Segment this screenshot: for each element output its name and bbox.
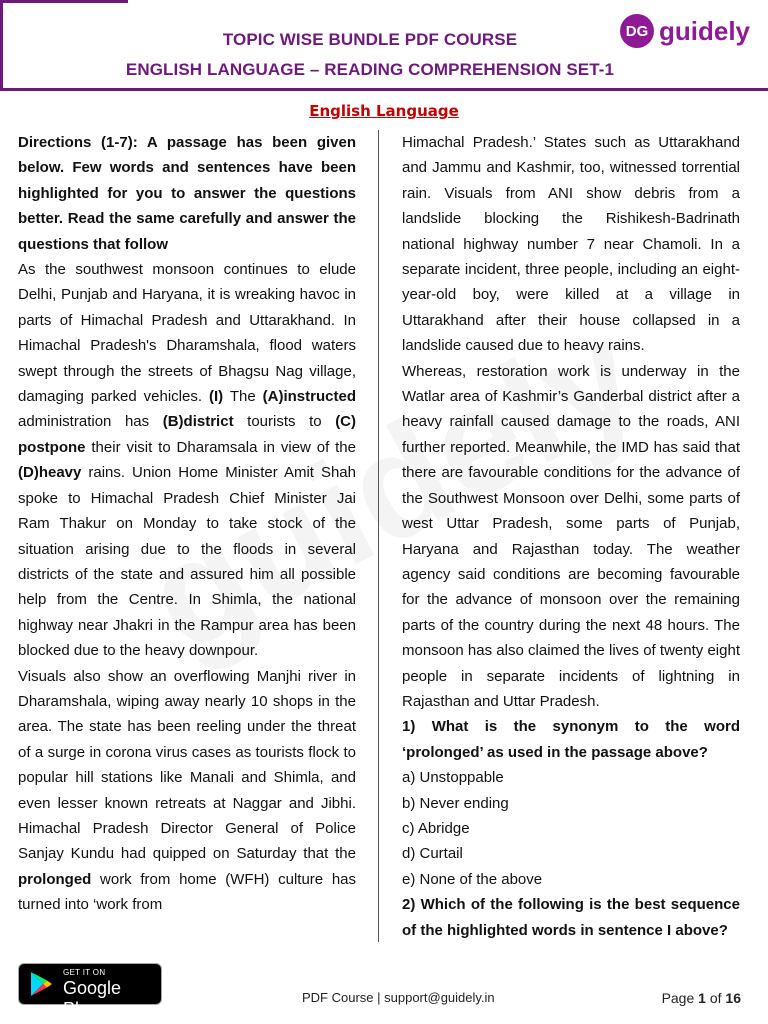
highlight-A: (A)instructed: [262, 388, 356, 406]
q1-option-a: a) Unstoppable: [402, 769, 504, 787]
page-word: Page: [661, 990, 699, 1006]
left-column: [18, 130, 356, 918]
text-run: Visuals also show an overflowing Manjhi river in Dharamshala, wiping away nearly 10 shops in the area. The state has been reeling under the threat of a surge in corona virus cases as tourists flock to popular hill stations like Manali and Shimla, and even lesser known retreats at Naggar and Jibhi. Himachal Pradesh Director General of Police Sanjay Kundu had quipped on Saturday that the: [18, 667, 356, 863]
text-run: rains. Union Home Minister Amit Shah spoke to Himachal Pradesh Chief Minister Jai Ram Thakur on Monday to take stock of the situation arising due to the floods in several districts of the state and assured him all possible help from the Centre. In Shimla, the national highway near Jhakri in the Rampur area has been blocked due to the heavy downpour.: [18, 464, 356, 660]
text-run: their visit to Dharamsala in view of the: [85, 438, 356, 456]
highlight-D: (D)heavy: [18, 464, 82, 482]
footer-course: PDF Course: [302, 990, 374, 1005]
footer-separator: |: [373, 990, 385, 1005]
passage-paragraph-1: [18, 257, 356, 664]
right-column: [402, 130, 740, 943]
logo-mark-icon: DG: [620, 14, 654, 48]
text-run: As the southwest monsoon continues to elude Delhi, Punjab and Haryana, it is wreaking havoc in parts of Himachal Pradesh and Uttarakhand. In Himachal Pradesh's Dharamshala, flood waters swept through the streets of Bhagsu Nag village, damaging parked vehicles.: [18, 261, 356, 406]
header-rule: [0, 88, 768, 91]
footer-contact: [302, 990, 495, 1005]
header-title-set: ENGLISH LANGUAGE – READING COMPREHENSION SET-1: [125, 60, 615, 79]
highlight-prolonged: prolonged: [18, 870, 92, 888]
section-title: English Language: [309, 102, 459, 120]
total-pages: 16: [725, 990, 741, 1006]
text-run: work from home (WFH) culture has turned into ‘work from: [18, 870, 356, 914]
q1-option-d: d) Curtail: [402, 845, 463, 863]
passage-paragraph-3: Himachal Pradesh.’ States such as Uttarakhand and Jammu and Kashmir, too, witnessed torrential rain. Visuals from ANI show debris from a landslide blocking the Rishikesh-Badrinath national highway number 7 near Chamoli. In a separate incident, three people, including an eight-year-old boy, were killed at a village in Uttarakhand after their house collapsed in a landslide caused due to heavy rains.: [402, 134, 740, 355]
text-run: administration has: [18, 413, 163, 431]
badge-small-text: GET IT ON: [63, 968, 106, 977]
question-1: 1) What is the synonym to the word ‘prolonged’ as used in the passage above?: [402, 718, 740, 761]
passage-paragraph-2: [18, 664, 356, 918]
logo-text: guidely: [658, 15, 750, 46]
directions: Directions (1-7): A passage has been given below. Few words and sentences have been highlighted for you to answer the questions better. Read the same carefully and answer the questions that follow: [18, 134, 356, 253]
q1-option-c: c) Abridge: [402, 819, 470, 837]
text-run: tourists to: [233, 413, 336, 431]
highlight-C: (C) postpone: [18, 413, 357, 456]
guidely-logo: [620, 14, 750, 48]
of-word: of: [705, 990, 726, 1006]
column-divider: [378, 130, 379, 942]
google-play-icon: [29, 971, 53, 997]
text-run: The: [223, 388, 263, 406]
page-number: 1: [698, 990, 706, 1006]
highlight-I: (I): [208, 388, 224, 406]
q1-option-b: b) Never ending: [402, 794, 509, 812]
google-play-badge[interactable]: [18, 963, 162, 1019]
support-email-link[interactable]: support@guidely.in: [384, 990, 495, 1005]
header-title-course: TOPIC WISE BUNDLE PDF COURSE: [222, 30, 518, 49]
question-2: 2) Which of the following is the best sequence of the highlighted words in sentence I above?: [402, 896, 740, 939]
badge-big-text: Google Play: [63, 978, 122, 1019]
q1-option-e: e) None of the above: [402, 870, 543, 888]
page-indicator: [662, 990, 741, 1006]
highlight-B: (B)district: [162, 413, 234, 431]
passage-paragraph-4: Whereas, restoration work is underway in the Watlar area of Kashmir’s Ganderbal district after a heavy rainfall caused damage to the roads, ANI further reported. Meanwhile, the IMD has said that there are favourable conditions for the advance of the Southwest Monsoon over Delhi, some parts of west Uttar Pradesh, some parts of Punjab, Haryana and Rajasthan today. The weather agency said conditions are becoming favourable for the advance of monsoon over the remaining parts of the country during the next 48 hours. The monsoon has also claimed the lives of twenty eight people in separate incidents of lightning in Rajasthan and Uttar Pradesh.: [402, 362, 740, 710]
